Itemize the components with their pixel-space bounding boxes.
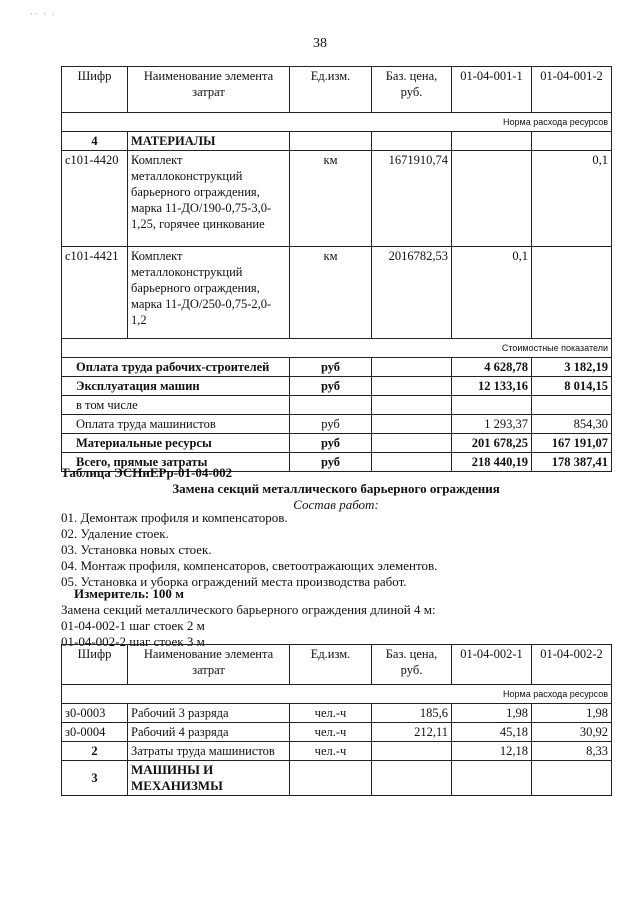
header-unit: Ед.изм. [290, 645, 372, 685]
row-price: 185,6 [372, 704, 452, 723]
variants-block [61, 602, 436, 650]
meter-label: Измеритель: 100 м [74, 586, 185, 601]
cost-value-1: 218 440,19 [452, 453, 532, 472]
cost-name: Эксплуатация машин [62, 377, 290, 396]
row-value-2: 30,92 [532, 723, 612, 742]
variant-item: 01-04-002-2 шаг стоек 3 м [61, 634, 205, 649]
row-value-2: 1,98 [532, 704, 612, 723]
item-value-1: 0,1 [452, 247, 532, 339]
cost-name: Оплата труда рабочих-строителей [62, 358, 290, 377]
item-code: с101-4421 [62, 247, 128, 339]
item-name: Комплект металлоконструкций барьерного ограждения, марка 11-ДО/190-0,75-3,0-1,25, горячее цинкование [128, 151, 290, 247]
cost-value-2: 854,30 [532, 415, 612, 434]
description: Замена секций металлического барьерного ограждения длиной 4 м: [61, 602, 436, 617]
cost-unit: руб [290, 377, 372, 396]
row-code: 3 [62, 761, 128, 796]
resource-table-1 [61, 66, 612, 472]
row-name: Затраты труда машинистов [128, 742, 290, 761]
cost-value-2: 167 191,07 [532, 434, 612, 453]
item-name: Комплект металлоконструкций барьерного ограждения, марка 11-ДО/250-0,75-2,0-1,2 [128, 247, 290, 339]
item-price: 2016782,53 [372, 247, 452, 339]
works-list [61, 510, 437, 590]
work-item: 05. Установка и уборка ограждений места производства работ. [61, 574, 407, 589]
cost-value-1: 12 133,16 [452, 377, 532, 396]
header-col2: 01-04-002-2 [532, 645, 612, 685]
item-value-2 [532, 247, 612, 339]
cost-unit: руб [290, 453, 372, 472]
item-code: с101-4420 [62, 151, 128, 247]
row-value-1: 45,18 [452, 723, 532, 742]
header-price: Баз. цена, руб. [372, 67, 452, 113]
header-col1: 01-04-002-1 [452, 645, 532, 685]
page-number: 38 [313, 36, 327, 51]
row-code: 2 [62, 742, 128, 761]
section-title: МАТЕРИАЛЫ [128, 132, 290, 151]
resource-table-2 [61, 644, 612, 796]
item-value-2: 0,1 [532, 151, 612, 247]
work-item: 03. Установка новых стоек. [61, 542, 212, 557]
work-item: 02. Удаление стоек. [61, 526, 169, 541]
cost-unit: руб [290, 358, 372, 377]
row-price: 212,11 [372, 723, 452, 742]
row-code: з0-0004 [62, 723, 128, 742]
cost-name: Материальные ресурсы [62, 434, 290, 453]
cost-value-2: 3 182,19 [532, 358, 612, 377]
row-price [372, 742, 452, 761]
table-title: Таблица ЭСНиЕРр-01-04-002 [61, 465, 233, 480]
cost-label: Стоимостные показатели [62, 339, 612, 358]
work-item: 01. Демонтаж профиля и компенсаторов. [61, 510, 288, 525]
cost-name: в том числе [62, 396, 290, 415]
section-heading: Замена секций металлического барьерного ограждения [172, 481, 500, 496]
row-value-1: 12,18 [452, 742, 532, 761]
row-unit: чел.-ч [290, 704, 372, 723]
corner-mark: ·· · · [30, 10, 57, 19]
cost-value-1: 201 678,25 [452, 434, 532, 453]
row-name: Рабочий 3 разряда [128, 704, 290, 723]
row-unit: чел.-ч [290, 742, 372, 761]
row-value-2: 8,33 [532, 742, 612, 761]
header-col2: 01-04-001-2 [532, 67, 612, 113]
row-unit: чел.-ч [290, 723, 372, 742]
cost-value-2: 8 014,15 [532, 377, 612, 396]
header-name: Наименование элемента затрат [128, 67, 290, 113]
cost-unit: руб [290, 434, 372, 453]
cost-name: Всего, прямые затраты [62, 453, 290, 472]
cost-value-1: 1 293,37 [452, 415, 532, 434]
cost-value-2: 178 387,41 [532, 453, 612, 472]
section-code: 4 [62, 132, 128, 151]
variant-item: 01-04-002-1 шаг стоек 2 м [61, 618, 205, 633]
composition-label: Состав работ: [293, 497, 379, 512]
header-name: Наименование элемента затрат [128, 645, 290, 685]
cost-name: Оплата труда машинистов [62, 415, 290, 434]
item-price: 1671910,74 [372, 151, 452, 247]
norm-label: Норма расхода ресурсов [62, 685, 612, 704]
header-code: Шифр [62, 645, 128, 685]
work-item: 04. Монтаж профиля, компенсаторов, светоотражающих элементов. [61, 558, 438, 573]
item-unit: км [290, 247, 372, 339]
cost-value-1: 4 628,78 [452, 358, 532, 377]
header-code: Шифр [62, 67, 128, 113]
row-name: МАШИНЫ И МЕХАНИЗМЫ [128, 761, 290, 796]
item-value-1 [452, 151, 532, 247]
header-price: Баз. цена, руб. [372, 645, 452, 685]
norm-label: Норма расхода ресурсов [62, 113, 612, 132]
header-col1: 01-04-001-1 [452, 67, 532, 113]
cost-unit: руб [290, 415, 372, 434]
row-value-1: 1,98 [452, 704, 532, 723]
header-unit: Ед.изм. [290, 67, 372, 113]
item-unit: км [290, 151, 372, 247]
row-name: Рабочий 4 разряда [128, 723, 290, 742]
row-code: з0-0003 [62, 704, 128, 723]
